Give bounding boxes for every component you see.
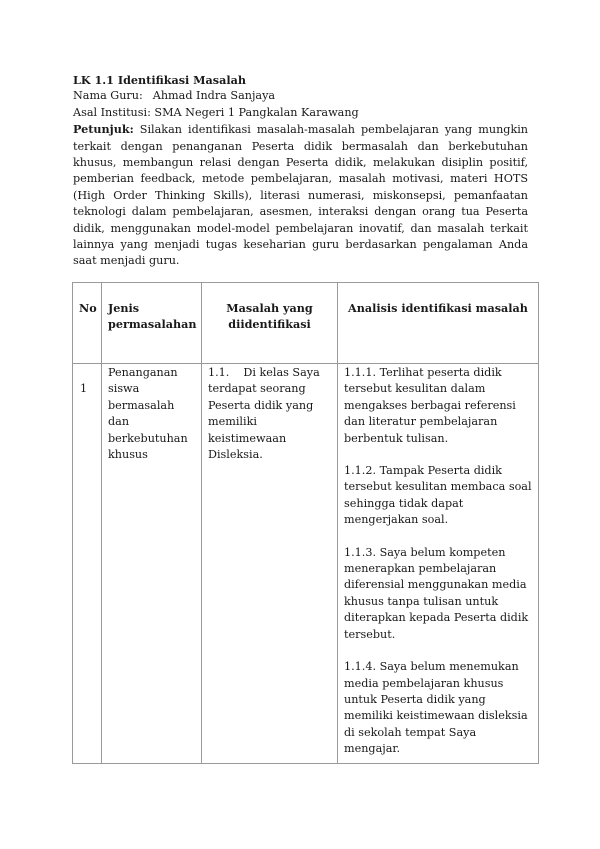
masalah-text: Di kelas Saya terdapat seorang Peserta didik yang memiliki keistimewaan Disleksia.: [208, 366, 320, 462]
institution-label: Asal Institusi:: [73, 105, 151, 119]
instructions-text: Silakan identifikasi masalah-masalah pembelajaran yang mungkin terkait dengan penanganan Peserta didik bermasalah dan berkebutuhan khusus, membangun relasi dengan Peserta didik, melakukan disiplin positif, pemberian feedback, metode pembelajaran, masalah motivasi, materi HOTS (High Order Thinking Skills), literasi numerasi, miskonsepsi, pemanfaatan teknologi dalam pembelajaran, asesmen, interaksi dengan orang tua Peserta didik, menggunakan model-model pembelajaran inovatif, dan masalah terkait lainnya yang menjadi tugas keseharian guru berdasarkan pengalaman Anda saat menjadi guru.: [73, 123, 529, 268]
row-analisis: [338, 364, 539, 764]
table-header-row: [73, 283, 539, 364]
header-analisis: Analisis identifikasi masalah: [338, 283, 539, 364]
table-row: [73, 364, 539, 764]
problem-identification-table: [72, 282, 539, 764]
teacher-name-line: [73, 88, 528, 104]
document-header: [73, 72, 528, 270]
teacher-name-value: Ahmad Indra Sanjaya: [152, 89, 276, 103]
header-no: No: [73, 283, 102, 364]
row-no: 1: [73, 364, 102, 764]
header-masalah: Masalah yang diidentifikasi: [202, 283, 338, 364]
analysis-item: 1.1.2. Tampak Peserta didik tersebut kesulitan membaca soal sehingga tidak dapat mengerjakan soal.: [344, 464, 532, 527]
instructions-paragraph: [73, 121, 528, 270]
teacher-name-label: Nama Guru:: [73, 89, 143, 103]
institution-line: [73, 105, 528, 121]
instructions-label: Petunjuk:: [73, 122, 134, 137]
masalah-number: 1.1.: [208, 366, 230, 379]
analysis-item: 1.1.4. Saya belum menemukan media pembelajaran khusus untuk Peserta didik yang memiliki keistimewaan disleksia di sekolah tempat Saya mengajar.: [344, 660, 528, 756]
analysis-item: 1.1.3. Saya belum kompeten menerapkan pembelajaran diferensial menggunakan media khusus tanpa tulisan untuk diterapkan kepada Peserta didik tersebut.: [344, 545, 529, 641]
institution-value: SMA Negeri 1 Pangkalan Karawang: [154, 105, 359, 119]
analysis-item: 1.1.1. Terlihat peserta didik tersebut kesulitan dalam mengakses berbagai referensi dan literatur pembelajaran berbentuk tulisan.: [344, 366, 516, 445]
document-title: LK 1.1 Identifikasi Masalah: [73, 73, 246, 87]
header-jenis: Jenis permasalahan: [102, 283, 202, 364]
row-jenis: Penanganan siswa bermasalah dan berkebutuhan khusus: [102, 364, 202, 764]
row-masalah: [202, 364, 338, 764]
